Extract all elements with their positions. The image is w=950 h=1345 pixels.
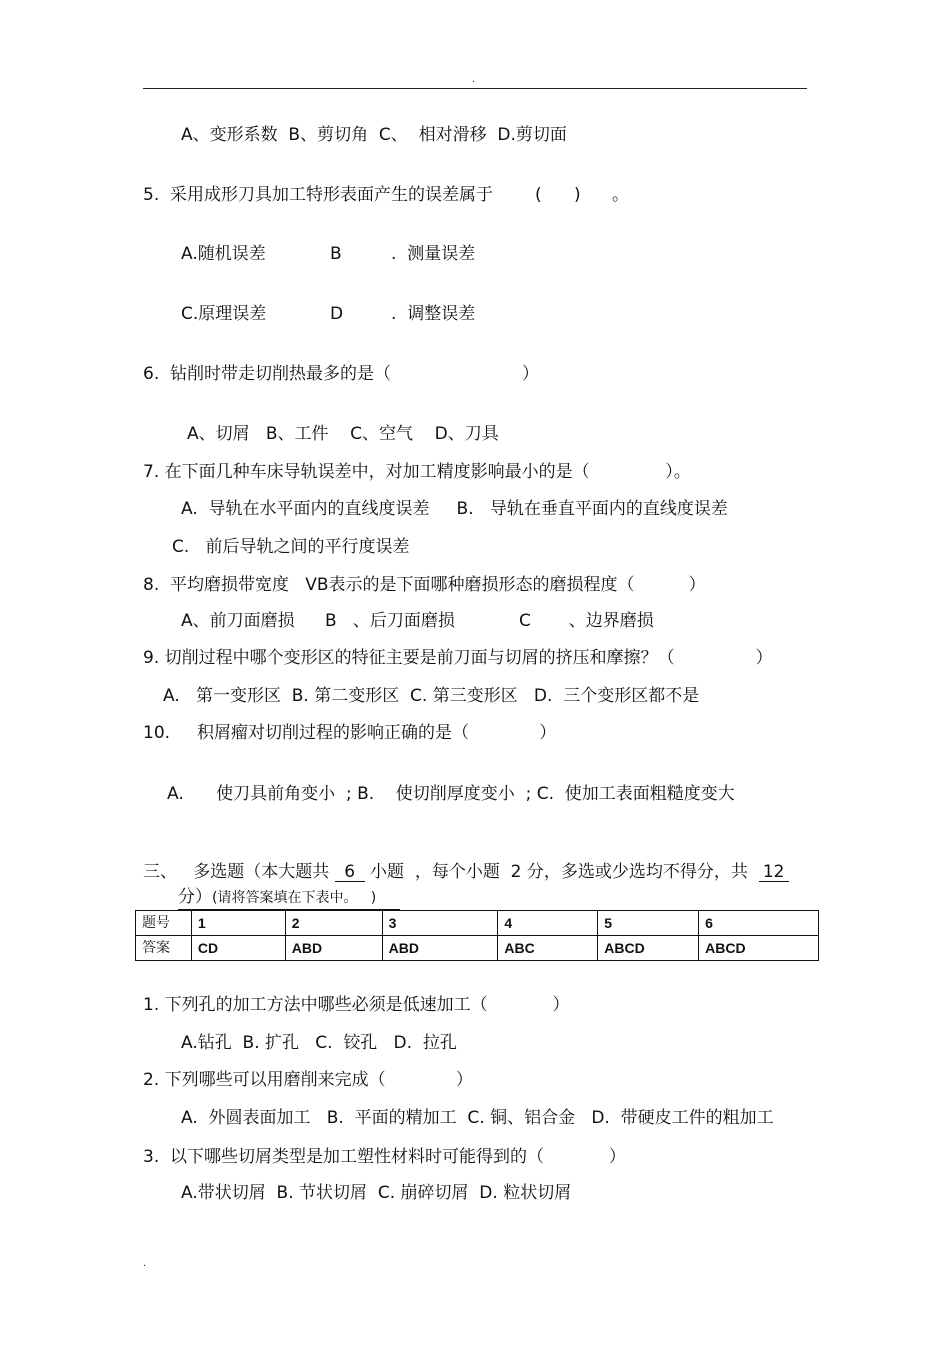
q8-option-b: B 、后刀面磨损 <box>325 611 455 631</box>
section3-line2 <box>178 889 376 906</box>
q5-end: 。 <box>612 185 629 205</box>
answer-table-answer-label: 答案 <box>136 936 192 961</box>
q7-option-c: C. 前后导轨之间的平行度误差 <box>172 537 410 557</box>
m3-options: A.带状切屑 B. 节状切屑 C. 崩碎切屑 D. 粒状切屑 <box>181 1183 572 1203</box>
answer-table-number: 3 <box>382 911 498 936</box>
q5-option-d-text: . 调整误差 <box>391 304 476 324</box>
answer-table-number: 2 <box>285 911 382 936</box>
footer-dot: . <box>143 1258 147 1269</box>
answer-table-answer: ABD <box>285 936 382 961</box>
q9-stem: 9. 切削过程中哪个变形区的特征主要是前刀面与切屑的挤压和摩擦？（ ） <box>143 648 773 668</box>
q8-stem: 8. 平均磨损带宽度 VB表示的是下面哪种磨损形态的磨损程度（ ） <box>143 575 706 595</box>
answer-table-header-label: 题号 <box>136 911 192 936</box>
answer-table-number: 1 <box>191 911 285 936</box>
answer-table-number: 4 <box>498 911 598 936</box>
q6-stem: 6. 钻削时带走切削热最多的是（ <box>143 364 392 384</box>
q5-option-d-letter: D <box>330 304 344 324</box>
q5-option-b-text: . 测量误差 <box>391 244 476 264</box>
section3-title <box>143 864 789 882</box>
section3-prefix: 三、 多选题（本大题共 <box>143 862 330 882</box>
answer-table <box>135 910 819 961</box>
answer-table-number: 5 <box>598 911 699 936</box>
answer-table-answer: CD <box>191 936 285 961</box>
q10-options: A. 使刀具前角变小 ; B. 使切削厚度变小 ; C. 使加工表面粗糙度变大 <box>167 784 735 804</box>
m1-options: A.钻孔 B. 扩孔 C. 铰孔 D. 拉孔 <box>181 1033 457 1053</box>
answer-table-answer: ABCD <box>598 936 699 961</box>
q8-option-a: A、前刀面磨损 <box>181 611 295 631</box>
q5-stem: 5. 采用成形刀具加工特形表面产生的误差属于 <box>143 185 494 205</box>
answer-table-answer: ABC <box>498 936 598 961</box>
q7-options-ab: A. 导轨在水平面内的直线度误差 B. 导轨在垂直平面内的直线度误差 <box>181 499 728 519</box>
m1-stem: 1. 下列孔的加工方法中哪些必须是低速加工（ ） <box>143 995 570 1015</box>
q8-option-c: C 、边界磨损 <box>519 611 654 631</box>
answer-table-answer-row <box>136 936 819 961</box>
section3-note: (请将答案填在下表中。 ) <box>212 890 377 906</box>
section3-count: 6 <box>335 864 365 882</box>
q6-close: ） <box>522 364 539 384</box>
header-dot: . <box>472 74 476 85</box>
q5-option-c: C.原理误差 <box>181 304 267 324</box>
m2-options: A. 外圆表面加工 B. 平面的精加工 C. 铜、铝合金 D. 带硬皮工件的粗加工 <box>181 1108 774 1128</box>
q5-paren: ( ) <box>535 185 581 205</box>
answer-table-answer: ABD <box>382 936 498 961</box>
q5-option-a: A.随机误差 <box>181 244 266 264</box>
q5-option-b-letter: B <box>330 244 342 264</box>
section3-mid: 小题 ，每个小题 2 分，多选或少选均不得分，共 <box>370 862 748 882</box>
answer-table-header-row <box>136 911 819 936</box>
q7-stem: 7. 在下面几种车床导轨误差中，对加工精度影响最小的是（ ）。 <box>143 462 691 482</box>
q6-options: A、切屑 B、工件 C、空气 D、刀具 <box>187 424 499 444</box>
q9-options: A. 第一变形区 B. 第二变形区 C. 第三变形区 D. 三个变形区都不是 <box>163 686 700 706</box>
q4-options: A、变形系数 B、剪切角 C、 相对滑移 D.剪切面 <box>181 125 567 145</box>
section3-total: 12 <box>759 864 789 882</box>
m3-stem: 3. 以下哪些切屑类型是加工塑性材料时可能得到的（ ） <box>143 1147 626 1167</box>
answer-table-answer: ABCD <box>699 936 819 961</box>
q10-stem: 10. 积屑瘤对切削过程的影响正确的是（ ） <box>143 723 557 743</box>
m2-stem: 2. 下列哪些可以用磨削来完成（ ） <box>143 1070 473 1090</box>
answer-table-number: 6 <box>699 911 819 936</box>
section3-points-unit: 分） <box>178 887 212 907</box>
header-rule <box>143 88 807 89</box>
